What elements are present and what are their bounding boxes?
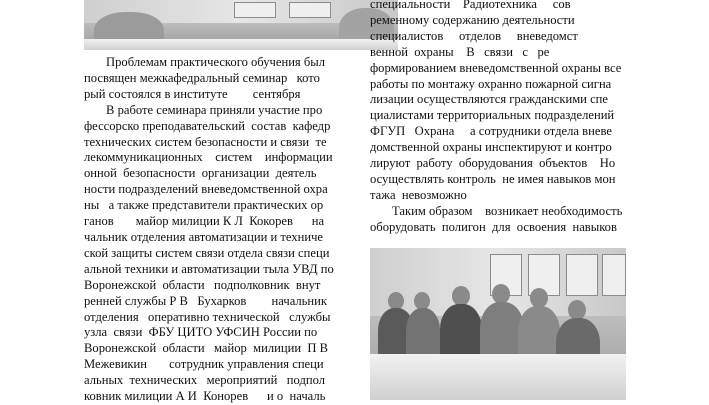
seminar-photo-participants — [370, 248, 626, 400]
text-line: специалистов отделов вневедомст — [370, 28, 578, 43]
text-line: осуществлять контроль не имея навыков мон — [370, 171, 616, 186]
text-line: лизации осуществляются гражданскими спе — [370, 92, 608, 107]
right-text-column — [370, 0, 635, 236]
text-line: ременному содержанию деятельности — [370, 12, 575, 27]
left-text-column — [84, 55, 404, 405]
text-line: специальности Радиотехника сов — [370, 0, 571, 11]
text-line: Межевикин сотрудник управления специ — [84, 357, 324, 372]
text-line: ны а также представители практических ор — [84, 198, 324, 213]
text-line: посвящен межкафедральный семинар кото — [84, 70, 320, 85]
text-line: венной охраны В связи с ре — [370, 44, 550, 59]
text-line: онной безопасности организации деятель — [84, 166, 317, 181]
text-line: узла связи ФБУ ЦИТО УФСИН России по — [84, 325, 318, 340]
text-line: ренней службы Р В Бухарков начальник — [84, 293, 328, 308]
text-line: ковник милиции А И Конорев и о началь — [84, 389, 326, 404]
text-line: тажа невозможно — [370, 187, 467, 202]
text-line: работы по монтажу охранно пожарной сигна — [370, 76, 612, 91]
text-line: оборудовать полигон для освоения навыков — [370, 219, 617, 234]
text-line: рый состоялся в институте сентября — [84, 86, 301, 101]
text-line: технических систем безопасности и связи те — [84, 134, 327, 149]
text-line: альных технических мероприятий подпол — [84, 373, 326, 388]
text-line: домственной охраны инспектируют и контро — [370, 140, 612, 155]
text-line: Таким образом возникает необходимость — [370, 203, 623, 218]
text-line: В работе семинара приняли участие про — [84, 102, 323, 117]
seminar-photo-top — [84, 0, 398, 50]
text-line: Воронежской области подполковник внут — [84, 277, 321, 292]
text-line: отделения оперативно технической службы — [84, 309, 331, 324]
text-line: альной техники и автоматизации тыла УВД по — [84, 261, 334, 276]
text-line: фессорско преподавательский состав кафедр — [84, 118, 331, 133]
text-line: Проблемам практического обучения был — [84, 55, 326, 69]
text-line: чальник отделения автоматизации и техниче — [84, 229, 324, 244]
text-line: лекоммуникационных систем информации — [84, 150, 333, 165]
text-line: циалистами территориальных подразделений — [370, 108, 615, 123]
text-line: ности подразделений вневедомственной охра — [84, 182, 328, 197]
text-line: лируют работу оборудования объектов Но — [370, 156, 616, 171]
text-line: формированием вневедомственной охраны все — [370, 60, 622, 75]
text-line: ской защиты систем связи отдела связи специ — [84, 245, 330, 260]
text-line: ФГУП Охрана а сотрудники отдела вневе — [370, 124, 612, 139]
text-line: ганов майор милиции К Л Кокорев на — [84, 214, 325, 229]
text-line: Воронежской области майор милиции П В — [84, 341, 329, 356]
